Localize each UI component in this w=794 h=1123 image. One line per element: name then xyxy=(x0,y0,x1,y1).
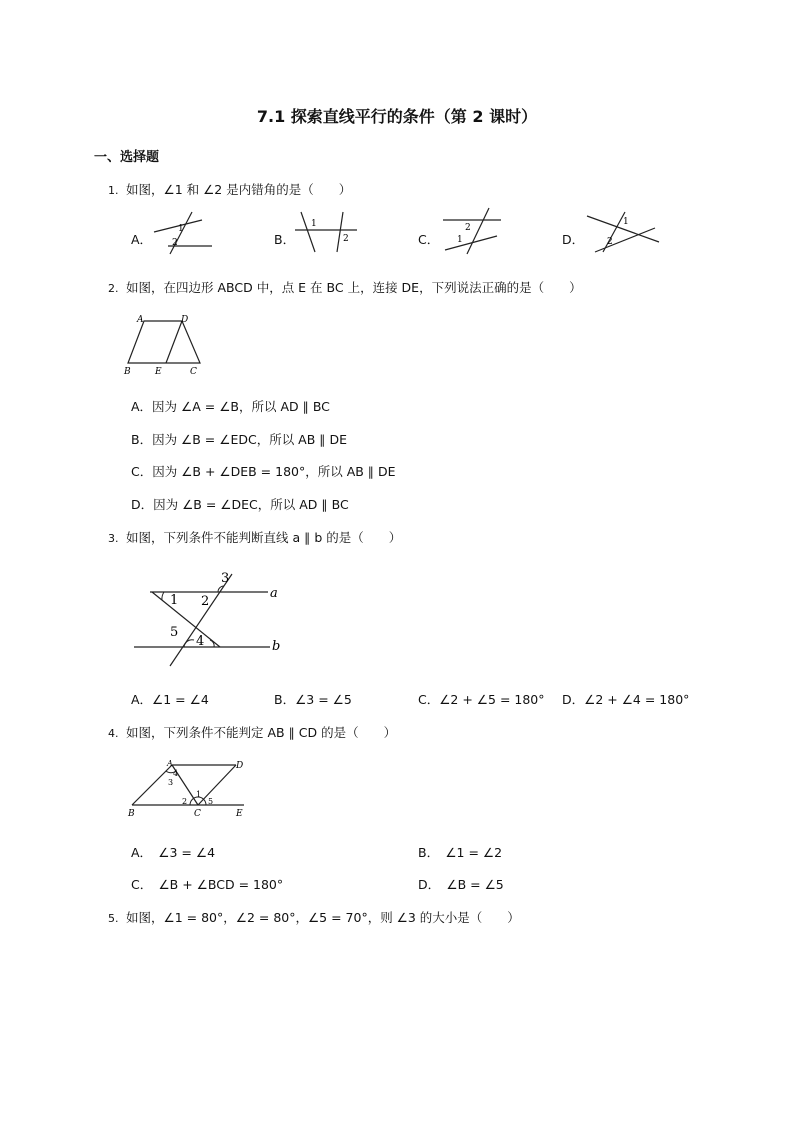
question-3 xyxy=(108,528,401,546)
q4-figure xyxy=(126,756,256,822)
q1-option-b-figure xyxy=(293,208,363,256)
question-5 xyxy=(108,908,520,926)
point-e-label: E xyxy=(155,367,162,377)
point-b-label: B xyxy=(128,809,135,819)
question-number: 1. xyxy=(108,184,119,197)
q4-option-a: A． ∠3 = ∠4 xyxy=(131,845,216,860)
q2-option-a: A．因为 ∠A = ∠B，所以 AD ∥ BC xyxy=(131,399,330,414)
q2-figure xyxy=(120,312,200,376)
question-4 xyxy=(108,723,396,741)
q1-option-c-figure xyxy=(437,206,507,254)
angle-2-label: 2 xyxy=(201,594,210,609)
angle-2-label: 2 xyxy=(465,223,471,233)
q4-option-d: D． ∠B = ∠5 xyxy=(418,877,504,892)
angle-4-label: 4 xyxy=(196,634,205,649)
q1-option-b-label: B． xyxy=(274,232,296,247)
q1-option-d-label: D． xyxy=(562,232,585,247)
angle-1-label: 1 xyxy=(311,219,317,229)
question-text: 如图，下列条件不能判定 AB ∥ CD 的是（ ） xyxy=(126,725,397,740)
q3-option-c: C．∠2 + ∠5 = 180° xyxy=(418,692,545,707)
angle-2-label: 2 xyxy=(172,238,178,248)
angle-4-label: 4 xyxy=(173,769,179,778)
question-1 xyxy=(108,180,351,198)
point-c-label: C xyxy=(190,367,197,377)
angle-1-label: 1 xyxy=(178,224,184,234)
question-text: 如图，下列条件不能判断直线 a ∥ b 的是（ ） xyxy=(126,530,402,545)
question-number: 5. xyxy=(108,912,119,925)
line-b-label: b xyxy=(272,639,281,654)
angle-1-label: 1 xyxy=(196,790,202,799)
question-number: 4. xyxy=(108,727,119,740)
question-number: 3. xyxy=(108,532,119,545)
q3-option-a: A．∠1 = ∠4 xyxy=(131,692,209,707)
point-a-label: A xyxy=(167,759,173,768)
point-a-label: A xyxy=(137,315,144,325)
angle-2-label: 2 xyxy=(343,234,349,244)
angle-2-label: 2 xyxy=(182,797,188,806)
question-2 xyxy=(108,278,582,296)
section-heading: 一、选择题 xyxy=(94,150,160,165)
q3-figure xyxy=(128,570,298,670)
point-d-label: D xyxy=(236,761,244,771)
angle-2-label: 2 xyxy=(607,237,613,247)
angle-1-label: 1 xyxy=(170,593,179,608)
question-text: 如图，∠1 和 ∠2 是内错角的是（ ） xyxy=(126,182,352,197)
q2-option-c: C．因为 ∠B + ∠DEB = 180°，所以 AB ∥ DE xyxy=(131,464,396,479)
q1-option-c-label: C． xyxy=(418,232,440,247)
line-a-label: a xyxy=(270,586,278,601)
q1-option-d-figure xyxy=(581,208,661,256)
q3-option-d: D．∠2 + ∠4 = 180° xyxy=(562,692,690,707)
angle-1-label: 1 xyxy=(623,217,629,227)
q4-option-c: C． ∠B + ∠BCD = 180° xyxy=(131,877,284,892)
q2-option-d: D．因为 ∠B = ∠DEC，所以 AD ∥ BC xyxy=(131,497,349,512)
point-e-label: E xyxy=(236,809,243,819)
angle-5-label: 5 xyxy=(170,625,179,640)
point-b-label: B xyxy=(124,367,131,377)
question-text: 如图，∠1 = 80°，∠2 = 80°，∠5 = 70°，则 ∠3 的大小是（ ） xyxy=(126,910,520,925)
page-title: 7.1 探索直线平行的条件（第 2 课时） xyxy=(256,107,538,126)
q1-option-a-label: A． xyxy=(131,232,153,247)
point-c-label: C xyxy=(194,809,201,819)
q4-option-b: B． ∠1 = ∠2 xyxy=(418,845,503,860)
q3-option-b: B．∠3 = ∠5 xyxy=(274,692,352,707)
q2-option-b: B．因为 ∠B = ∠EDC，所以 AB ∥ DE xyxy=(131,432,348,447)
angle-5-label: 5 xyxy=(208,797,214,806)
point-d-label: D xyxy=(181,315,189,325)
q1-option-a-figure xyxy=(150,208,220,256)
angle-3-label: 3 xyxy=(221,571,230,586)
question-text: 如图，在四边形 ABCD 中，点 E 在 BC 上，连接 DE，下列说法正确的是（ ） xyxy=(126,280,582,295)
angle-1-label: 1 xyxy=(457,235,463,245)
question-number: 2. xyxy=(108,282,119,295)
angle-3-label: 3 xyxy=(168,778,174,787)
